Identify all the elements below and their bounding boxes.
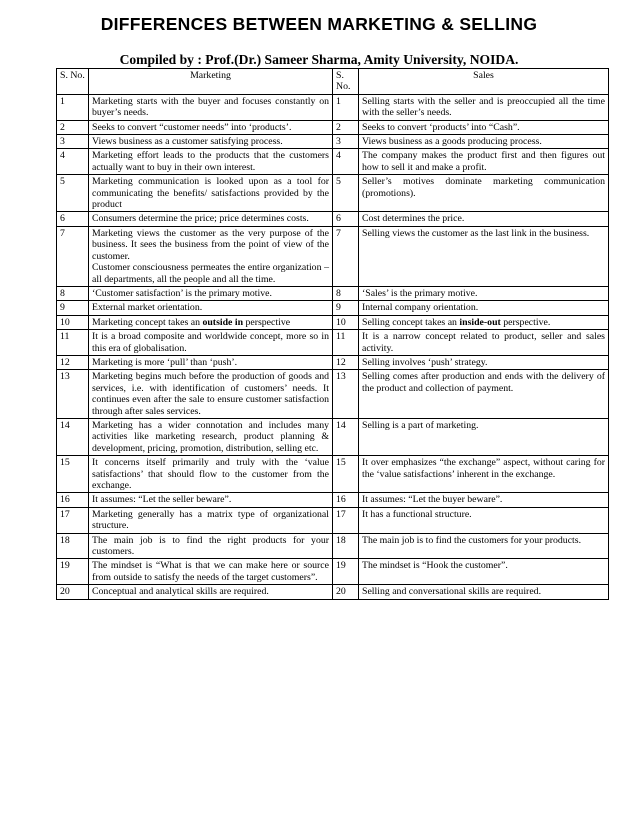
row-number-sales: 15 [333, 456, 359, 493]
sales-cell: ‘Sales’ is the primary motive. [359, 286, 609, 300]
table-row [57, 226, 609, 286]
table-row [57, 301, 609, 315]
sales-cell: The main job is to find the customers for your products. [359, 533, 609, 559]
marketing-cell: Marketing has a wider connotation and includes many activities like marketing research, product planning & development, pricing, promotion, distribution, selling etc. [89, 418, 333, 455]
row-number-sales: 13 [333, 370, 359, 419]
row-number-marketing: 20 [57, 585, 89, 599]
sales-cell: Views business as a goods producing process. [359, 135, 609, 149]
sales-cell: The company makes the product first and then figures out how to sell it and make a profit. [359, 149, 609, 175]
row-number-marketing: 4 [57, 149, 89, 175]
row-number-marketing: 17 [57, 507, 89, 533]
table-row [57, 120, 609, 134]
comparison-table [56, 68, 609, 600]
marketing-cell: It assumes: “Let the seller beware”. [89, 493, 333, 507]
marketing-cell: Views business as a customer satisfying process. [89, 135, 333, 149]
marketing-cell [89, 226, 333, 286]
row-number-marketing: 10 [57, 315, 89, 329]
sales-cell: Internal company orientation. [359, 301, 609, 315]
header-sno-marketing: S. No. [57, 69, 89, 95]
row-number-sales: 4 [333, 149, 359, 175]
row-number-sales: 12 [333, 355, 359, 369]
table-row [57, 315, 609, 329]
row-number-sales: 16 [333, 493, 359, 507]
row-number-marketing: 6 [57, 212, 89, 226]
header-sno-sales: S. No. [333, 69, 359, 95]
sales-cell: It is a narrow concept related to product, seller and sales activity. [359, 330, 609, 356]
row-number-marketing: 11 [57, 330, 89, 356]
table-row [57, 493, 609, 507]
marketing-cell: Marketing generally has a matrix type of organizational structure. [89, 507, 333, 533]
row-number-marketing: 19 [57, 559, 89, 585]
marketing-cell: It concerns itself primarily and truly with the ‘value satisfactions’ that should flow to the customer from the exchange. [89, 456, 333, 493]
row-number-marketing: 14 [57, 418, 89, 455]
header-sales: Sales [359, 69, 609, 95]
marketing-text: perspective [243, 316, 291, 328]
table-row [57, 135, 609, 149]
table-row [57, 355, 609, 369]
row-number-marketing: 2 [57, 120, 89, 134]
marketing-cell: Marketing begins much before the production of goods and services, i.e. with identification of customers’ needs. It continues even after the sale to ensure customer satisfaction through after sales services. [89, 370, 333, 419]
row-number-sales: 1 [333, 94, 359, 120]
row-number-marketing: 16 [57, 493, 89, 507]
sales-text: perspective. [500, 316, 551, 328]
table-row [57, 370, 609, 419]
row-number-marketing: 18 [57, 533, 89, 559]
row-number-sales: 11 [333, 330, 359, 356]
sales-cell: Selling starts with the seller and is preoccupied all the time with the seller’s needs. [359, 94, 609, 120]
row-number-marketing: 1 [57, 94, 89, 120]
sales-cell: Selling is a part of marketing. [359, 418, 609, 455]
row-number-sales: 5 [333, 175, 359, 212]
marketing-cell: Consumers determine the price; price determines costs. [89, 212, 333, 226]
marketing-cell: The main job is to find the right products for your customers. [89, 533, 333, 559]
table-row [57, 585, 609, 599]
table-body [57, 94, 609, 599]
row-number-marketing: 13 [57, 370, 89, 419]
table-row [57, 418, 609, 455]
row-number-sales: 10 [333, 315, 359, 329]
marketing-paragraph: Customer consciousness permeates the entire organization – all departments, all the people and all the time. [92, 262, 329, 285]
marketing-cell: Marketing communication is looked upon as a tool for communicating the benefits/ satisfactions provided by the product [89, 175, 333, 212]
marketing-text: Marketing concept takes an [92, 316, 203, 328]
marketing-cell: Conceptual and analytical skills are required. [89, 585, 333, 599]
row-number-sales: 6 [333, 212, 359, 226]
page-title: DIFFERENCES BETWEEN MARKETING & SELLING [100, 14, 538, 34]
sales-cell: Selling comes after production and ends with the delivery of the product and collection of payment. [359, 370, 609, 419]
row-number-marketing: 5 [57, 175, 89, 212]
row-number-sales: 14 [333, 418, 359, 455]
row-number-sales: 9 [333, 301, 359, 315]
table-row [57, 149, 609, 175]
row-number-marketing: 12 [57, 355, 89, 369]
row-number-sales: 8 [333, 286, 359, 300]
marketing-cell: ‘Customer satisfaction’ is the primary motive. [89, 286, 333, 300]
row-number-marketing: 15 [57, 456, 89, 493]
row-number-sales: 18 [333, 533, 359, 559]
sales-emphasis: inside-out [459, 316, 501, 328]
table-row [57, 533, 609, 559]
marketing-paragraph: Marketing views the customer as the very purpose of the business. It sees the business from the point of view of the customer. [92, 227, 329, 262]
row-number-sales: 7 [333, 226, 359, 286]
table-row [57, 175, 609, 212]
marketing-cell: Marketing effort leads to the products that the customers actually want to buy in their own interest. [89, 149, 333, 175]
sales-cell: It over emphasizes “the exchange” aspect, without caring for the ‘value satisfactions’ inherent in the exchange. [359, 456, 609, 493]
table-header-row [57, 69, 609, 95]
row-number-marketing: 3 [57, 135, 89, 149]
sales-cell: Seller’s motives dominate marketing communication (promotions). [359, 175, 609, 212]
table-row [57, 559, 609, 585]
marketing-cell: The mindset is “What is that we can make here or source from outside to satisfy the needs of the target customers”. [89, 559, 333, 585]
marketing-cell: External market orientation. [89, 301, 333, 315]
sales-text: Selling concept takes an [362, 316, 460, 328]
marketing-emphasis: outside in [202, 316, 244, 328]
table-row [57, 94, 609, 120]
table-row [57, 330, 609, 356]
marketing-cell [89, 315, 333, 329]
row-number-sales: 17 [333, 507, 359, 533]
header-marketing: Marketing [89, 69, 333, 95]
table-row [57, 286, 609, 300]
sales-cell: Seeks to convert ‘products’ into “Cash”. [359, 120, 609, 134]
table-row [57, 212, 609, 226]
row-number-marketing: 9 [57, 301, 89, 315]
sales-cell: It assumes: “Let the buyer beware”. [359, 493, 609, 507]
row-number-marketing: 8 [57, 286, 89, 300]
sales-cell: The mindset is “Hook the customer”. [359, 559, 609, 585]
marketing-cell: Marketing starts with the buyer and focuses constantly on buyer’s needs. [89, 94, 333, 120]
marketing-cell: It is a broad composite and worldwide concept, more so in this era of globalisation. [89, 330, 333, 356]
marketing-cell: Marketing is more ‘pull’ than ‘push’. [89, 355, 333, 369]
row-number-marketing: 7 [57, 226, 89, 286]
sales-cell: Selling and conversational skills are required. [359, 585, 609, 599]
row-number-sales: 19 [333, 559, 359, 585]
marketing-cell: Seeks to convert “customer needs” into ‘products’. [89, 120, 333, 134]
page-subtitle: Compiled by : Prof.(Dr.) Sameer Sharma, Amity University, NOIDA. [119, 52, 519, 67]
row-number-sales: 20 [333, 585, 359, 599]
sales-cell: It has a functional structure. [359, 507, 609, 533]
table-row [57, 507, 609, 533]
sales-cell: Selling views the customer as the last link in the business. [359, 226, 609, 286]
row-number-sales: 3 [333, 135, 359, 149]
sales-cell [359, 315, 609, 329]
row-number-sales: 2 [333, 120, 359, 134]
sales-cell: Cost determines the price. [359, 212, 609, 226]
table-row [57, 456, 609, 493]
sales-cell: Selling involves ‘push’ strategy. [359, 355, 609, 369]
